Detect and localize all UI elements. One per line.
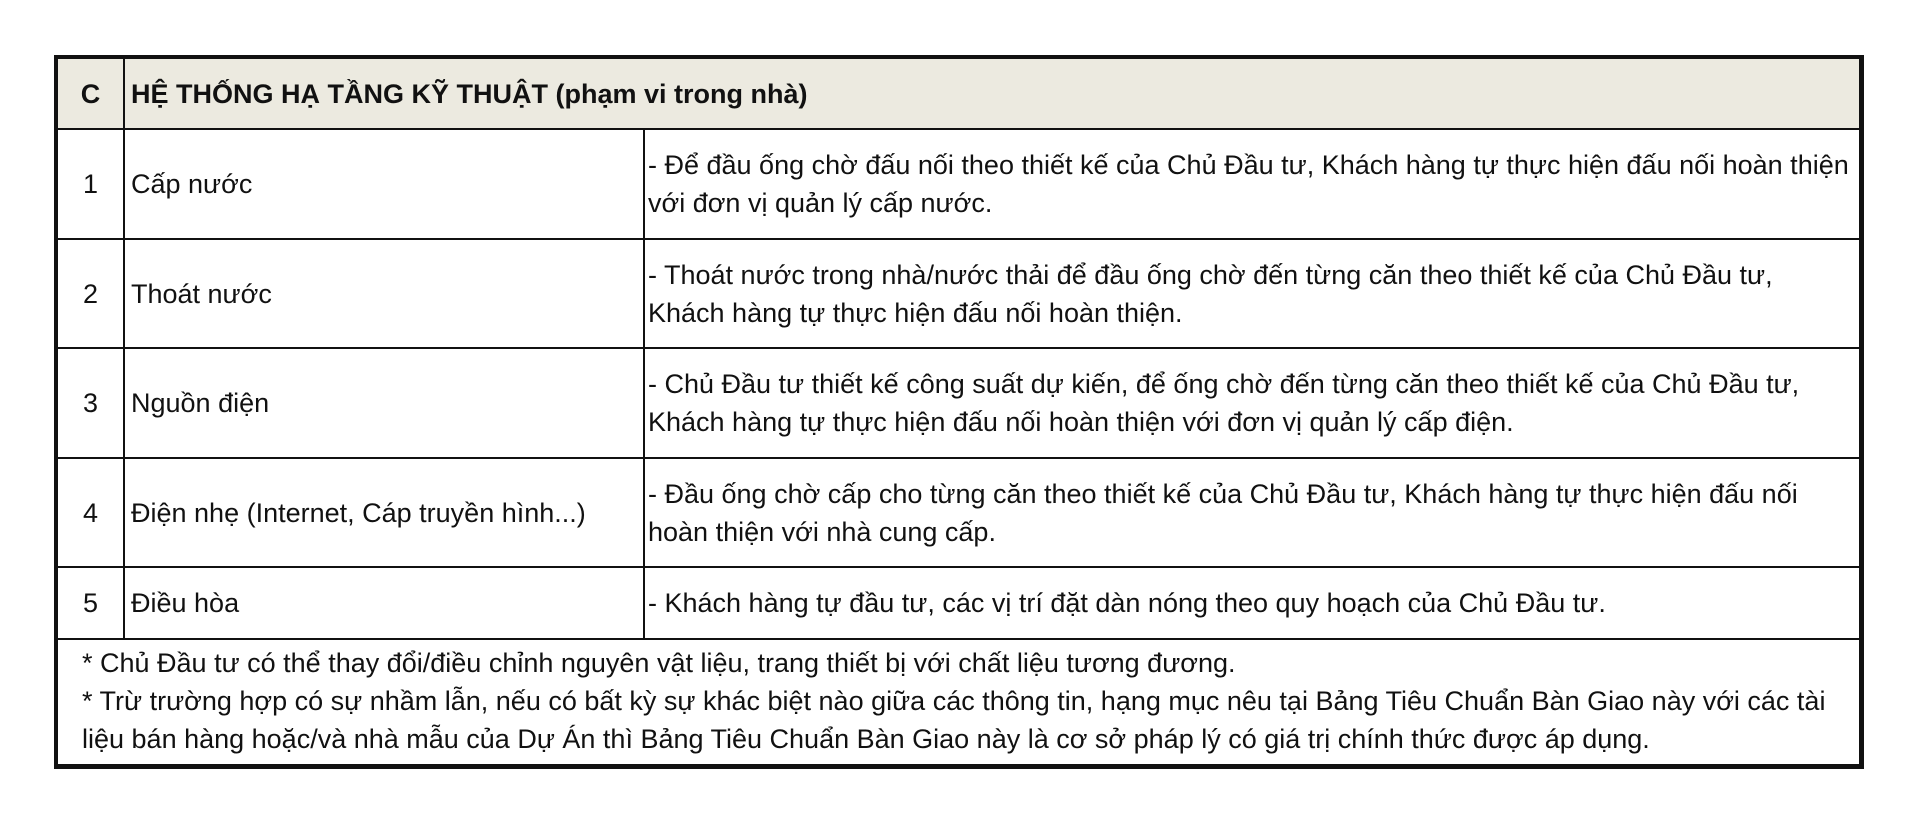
- notes-row: [58, 639, 1859, 764]
- row-description: - Để đầu ống chờ đấu nối theo thiết kế của Chủ Đầu tư, Khách hàng tự thực hiện đấu nối hoàn thiện với đơn vị quản lý cấp nước.: [644, 129, 1859, 239]
- row-number: 2: [58, 239, 124, 348]
- handover-standards-table: [54, 55, 1864, 769]
- row-item: Cấp nước: [124, 129, 644, 239]
- row-number: 4: [58, 458, 124, 567]
- row-description: - Thoát nước trong nhà/nước thải để đầu ống chờ đến từng căn theo thiết kế của Chủ Đầu tư, Khách hàng tự thực hiện đấu nối hoàn thiện.: [644, 239, 1859, 348]
- table-row: [58, 348, 1859, 458]
- infrastructure-table: [58, 59, 1859, 764]
- table-row: [58, 458, 1859, 567]
- row-item: Điện nhẹ (Internet, Cáp truyền hình...): [124, 458, 644, 567]
- row-item: Thoát nước: [124, 239, 644, 348]
- notes-cell: [58, 639, 1859, 764]
- note-item: * Chủ Đầu tư có thể thay đổi/điều chỉnh nguyên vật liệu, trang thiết bị với chất liệu tương đương.: [82, 648, 1236, 678]
- section-header-row: [58, 59, 1859, 129]
- row-item: Điều hòa: [124, 567, 644, 639]
- row-number: 1: [58, 129, 124, 239]
- note-item: * Trừ trường hợp có sự nhầm lẫn, nếu có bất kỳ sự khác biệt nào giữa các thông tin, hạng mục nêu tại Bảng Tiêu Chuẩn Bàn Giao này với các tài liệu bán hàng hoặc/và nhà mẫu của Dự Án thì Bảng Tiêu Chuẩn Bàn Giao này là cơ sở pháp lý có giá trị chính thức được áp dụng.: [82, 686, 1826, 754]
- row-number: 3: [58, 348, 124, 458]
- section-title: HỆ THỐNG HẠ TẦNG KỸ THUẬT (phạm vi trong nhà): [124, 59, 1859, 129]
- row-description: - Chủ Đầu tư thiết kế công suất dự kiến, để ống chờ đến từng căn theo thiết kế của Chủ Đầu tư, Khách hàng tự thực hiện đấu nối hoàn thiện với đơn vị quản lý cấp điện.: [644, 348, 1859, 458]
- row-item: Nguồn điện: [124, 348, 644, 458]
- row-description: - Đầu ống chờ cấp cho từng căn theo thiết kế của Chủ Đầu tư, Khách hàng tự thực hiện đấu nối hoàn thiện với nhà cung cấp.: [644, 458, 1859, 567]
- table-row: [58, 567, 1859, 639]
- table-row: [58, 129, 1859, 239]
- table-row: [58, 239, 1859, 348]
- row-description: - Khách hàng tự đầu tư, các vị trí đặt dàn nóng theo quy hoạch của Chủ Đầu tư.: [644, 567, 1859, 639]
- section-code: C: [58, 59, 124, 129]
- row-number: 5: [58, 567, 124, 639]
